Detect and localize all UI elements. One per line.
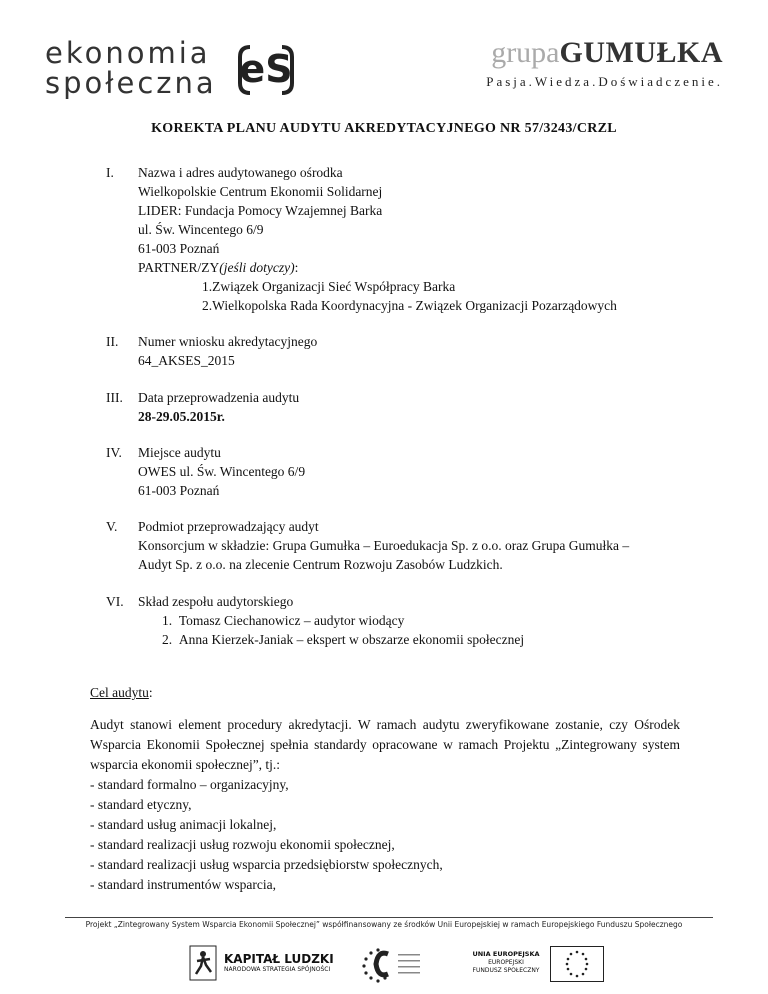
footer-project-text: Projekt „Zintegrowany System Wsparcia Ekonomii Społecznej” współfinansowany ze środków Unii Europejskiej w ramach Europejskiego Funduszu Społecznego: [85, 920, 683, 929]
brand-part1: grupa: [491, 36, 560, 69]
crzl-logo: [358, 944, 428, 984]
audit-date: 28-29.05.2015r.: [138, 409, 225, 424]
section-number: III.: [106, 390, 123, 405]
goal-paragraph: Audyt stanowi element procedury akredytacji. W ramach audytu zweryfikowane zostanie, czy Ośrodek Wsparcia Ekonomii Społecznej spełnia standardy opracowane w ramach Projektu „Zintegrowany system wsparcia ekonomii społecznej”, tj.:: [90, 717, 680, 772]
partner-colon: :: [294, 260, 299, 275]
section-line: Konsorcjum w składzie: Grupa Gumułka – Euroedukacja Sp. z o.o. oraz Grupa Gumułka –: [138, 538, 630, 553]
section-line: ul. Św. Wincentego 6/9: [138, 222, 264, 237]
footer-divider: [65, 917, 713, 918]
section-line: Audyt Sp. z o.o. na zlecenie Centrum Rozwoju Zasobów Ludzkich.: [138, 557, 503, 572]
section-heading: Data przeprowadzenia audytu: [138, 390, 300, 405]
partner-item: 2.Wielkopolska Rada Koordynacyjna - Związek Organizacji Pozarządowych: [202, 298, 617, 313]
section-heading: Nazwa i adres audytowanego ośrodka: [138, 165, 343, 180]
standard-item: - standard usług animacji lokalnej,: [90, 817, 277, 832]
kapital-ludzki-title: KAPITAŁ LUDZKI: [224, 952, 334, 966]
partner-label: PARTNER/ZY: [138, 260, 220, 275]
gumulka-brand: [486, 36, 723, 70]
section-number: II.: [106, 334, 119, 349]
es-logo-mark: [236, 44, 296, 96]
section-line: Wielkopolskie Centrum Ekonomii Solidarnej: [138, 184, 383, 199]
section-number: V.: [106, 519, 118, 534]
grupa-gumulka-logo: [486, 36, 723, 90]
audit-goal: [90, 683, 680, 895]
eu-title: UNIA EUROPEJSKA: [472, 950, 540, 958]
section-heading: Skład zespołu audytorskiego: [138, 594, 294, 609]
ekonomia-spoleczna-logo: [45, 38, 217, 98]
eu-sub1: EUROPEJSKI: [488, 959, 524, 966]
kapital-ludzki-icon: [188, 944, 218, 982]
goal-colon: :: [148, 685, 153, 700]
partner-line: [138, 258, 698, 277]
team-member: 2. Anna Kierzek-Janiak – ekspert w obszarze ekonomii społecznej: [162, 632, 525, 647]
section-number: IV.: [106, 445, 122, 460]
eu-text: [470, 950, 542, 975]
section-number: VI.: [106, 594, 124, 609]
standard-item: - standard instrumentów wsparcia,: [90, 877, 276, 892]
standard-item: - standard realizacji usług rozwoju ekonomii społecznej,: [90, 837, 395, 852]
standard-item: - standard formalno – organizacyjny,: [90, 777, 289, 792]
kapital-ludzki-logo: [188, 944, 334, 987]
brand-part2: GUMUŁKA: [559, 36, 723, 69]
page-header: [0, 0, 768, 110]
section-line: OWES ul. Św. Wincentego 6/9: [138, 464, 306, 479]
section-heading: Podmiot przeprowadzający audyt: [138, 519, 319, 534]
crzl-icon: [358, 944, 428, 984]
section-heading: Miejsce audytu: [138, 445, 221, 460]
section-number: I.: [106, 165, 114, 180]
standard-item: - standard realizacji usług wsparcia przedsiębiorstw społecznych,: [90, 857, 443, 872]
goal-heading: Cel audytu: [90, 685, 149, 700]
logo-left-line1: ekonomia: [45, 36, 211, 70]
section-line: 61-003 Poznań: [138, 241, 220, 256]
gumulka-motto: Pasja.Wiedza.Doświadczenie.: [486, 74, 723, 89]
footer-logos: [0, 940, 768, 990]
section-line: 64_AKSES_2015: [138, 353, 235, 368]
eu-flag-icon: [550, 946, 604, 982]
logo-left-line2: społeczna: [45, 66, 217, 100]
document-title: KOREKTA PLANU AUDYTU AKREDYTACYJNEGO NR 57/3243/CRZL: [151, 121, 617, 136]
partner-item: 1.Związek Organizacji Sieć Współpracy Barka: [202, 279, 456, 294]
standard-item: - standard etyczny,: [90, 797, 192, 812]
section-heading: Numer wniosku akredytacyjnego: [138, 334, 318, 349]
kapital-ludzki-subtitle: NARODOWA STRATEGIA SPÓJNOŚCI: [224, 966, 331, 973]
eu-sub2: FUNDUSZ SPOŁECZNY: [472, 967, 540, 974]
eu-logo: [470, 946, 610, 986]
goal-heading-line: [90, 683, 680, 703]
section-line: LIDER: Fundacja Pomocy Wzajemnej Barka: [138, 203, 383, 218]
partner-note: (jeśli dotyczy): [219, 260, 295, 275]
es-logo-text: eS: [239, 47, 293, 91]
team-member: 1. Tomasz Ciechanowicz – audytor wiodący: [162, 613, 405, 628]
section-line: 61-003 Poznań: [138, 483, 220, 498]
